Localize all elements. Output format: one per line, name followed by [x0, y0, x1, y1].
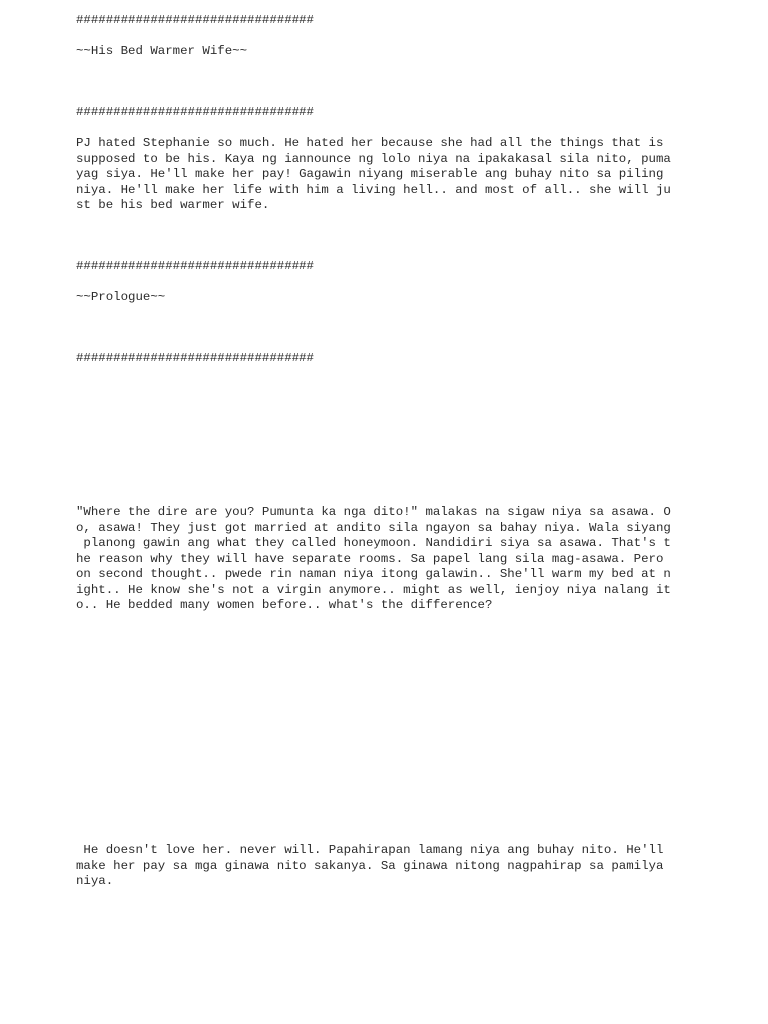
blurb-line: niya. He'll make her life with him a living hell.. and most of all.. she will ju [76, 182, 671, 197]
paragraph-line: make her pay sa mga ginawa nito sakanya. Sa ginawa nitong nagpahirap sa pamilya [76, 858, 664, 873]
blurb-line: yag siya. He'll make her pay! Gagawin niyang miserable ang buhay nito sa piling [76, 167, 664, 181]
paragraph-line: planong gawin ang what they called honeymoon. Nandidiri siya sa asawa. That's t [76, 536, 671, 550]
blurb-line: st be his bed warmer wife. [76, 198, 270, 212]
section-heading: ~~Prologue~~ [76, 290, 166, 304]
divider-line: ################################ [76, 105, 314, 119]
paragraph-line: o.. He bedded many women before.. what's the difference? [76, 598, 493, 612]
paragraph-line: on second thought.. pwede rin naman niya itong galawin.. She'll warm my bed at n [76, 567, 671, 581]
divider-line: ################################ [76, 351, 314, 365]
blurb-line: PJ hated Stephanie so much. He hated her because she had all the things that is [76, 136, 664, 150]
paragraph-line: o, asawa! They just got married at andito sila ngayon sa bahay niya. Wala siyang [76, 520, 671, 535]
story-title: ~~His Bed Warmer Wife~~ [76, 44, 248, 58]
divider-line: ################################ [76, 259, 314, 273]
paragraph-line: "Where the dire are you? Pumunta ka nga dito!" malakas na sigaw niya sa asawa. O [76, 505, 671, 519]
blurb-line: supposed to be his. Kaya ng iannounce ng lolo niya na ipakakasal sila nito, puma [76, 151, 671, 166]
divider-line: ################################ [76, 13, 314, 27]
paragraph-line: he reason why they will have separate rooms. Sa papel lang sila mag-asawa. Pero [76, 551, 664, 566]
paragraph-line: niya. [76, 874, 114, 888]
paragraph-line: He doesn't love her. never will. Papahirapan lamang niya ang buhay nito. He'll [76, 843, 664, 857]
paragraph-line: ight.. He know she's not a virgin anymore.. might as well, ienjoy niya nalang it [76, 582, 671, 597]
